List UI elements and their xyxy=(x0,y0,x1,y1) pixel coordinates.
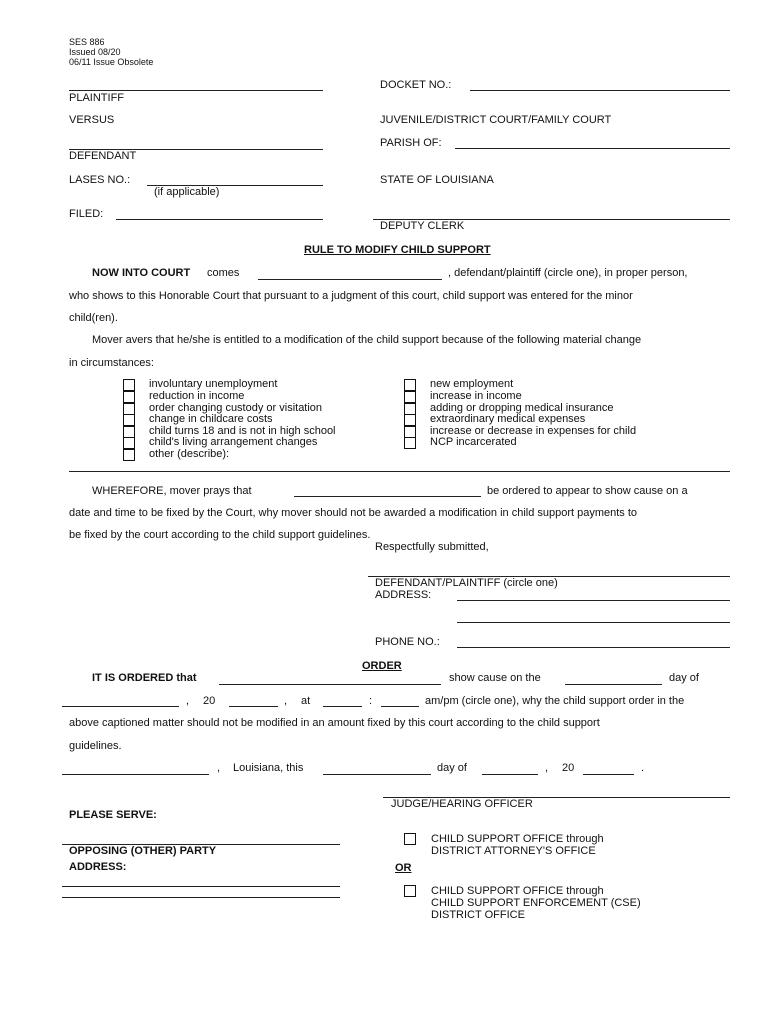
checklist-item: increase in income xyxy=(430,390,522,402)
issued-date: Issued 08/20 xyxy=(69,47,121,57)
opposing-address-field-2[interactable] xyxy=(62,897,340,898)
defendant-plaintiff-signature-label: DEFENDANT/PLAINTIFF (circle one) xyxy=(375,577,558,589)
option2-line1: CHILD SUPPORT OFFICE through xyxy=(431,885,604,897)
city-field[interactable] xyxy=(62,774,209,775)
obsolete-note: 06/11 Issue Obsolete xyxy=(69,57,154,67)
mover-name-field[interactable] xyxy=(258,279,442,280)
checklist-item: child turns 18 and is not in high school xyxy=(149,425,336,437)
signed-day-field[interactable] xyxy=(323,774,431,775)
at-text: at xyxy=(301,695,311,707)
other-describe-line[interactable] xyxy=(69,471,730,472)
minute-field[interactable] xyxy=(381,706,419,707)
phone-field[interactable] xyxy=(457,647,730,648)
checklist-item: child's living arrangement changes xyxy=(149,436,318,448)
parish-field[interactable] xyxy=(455,148,730,149)
checkbox[interactable] xyxy=(123,449,135,461)
checklist-item: new employment xyxy=(430,378,514,390)
year-field[interactable] xyxy=(229,706,278,707)
ordered-party-field[interactable] xyxy=(219,684,441,685)
checklist-item: involuntary unemployment xyxy=(149,378,278,390)
louisiana-this: Louisiana, this xyxy=(233,762,304,774)
or-label: OR xyxy=(395,862,412,874)
state-label: STATE OF LOUISIANA xyxy=(380,174,494,186)
address-label: ADDRESS: xyxy=(375,589,432,601)
order-line-3: guidelines. xyxy=(69,740,122,752)
filed-field[interactable] xyxy=(116,219,323,220)
order-heading: ORDER xyxy=(362,660,402,672)
please-serve: PLEASE SERVE: xyxy=(69,809,157,821)
docket-no-label: DOCKET NO.: xyxy=(380,79,452,91)
address-field-2[interactable] xyxy=(457,622,730,623)
defendant-plaintiff-text: , defendant/plaintiff (circle one), in proper person, xyxy=(448,267,688,279)
checklist-item: order changing custody or visitation xyxy=(149,402,323,414)
ampm-text: am/pm (circle one), why the child support order in the xyxy=(425,695,685,707)
checkbox[interactable] xyxy=(404,414,416,426)
day-of-text: day of xyxy=(669,672,699,684)
checkbox[interactable] xyxy=(123,379,135,391)
docket-no-field[interactable] xyxy=(470,90,730,91)
checkbox-cse-office[interactable] xyxy=(404,885,416,897)
option2-line2: CHILD SUPPORT ENFORCEMENT (CSE) xyxy=(431,897,641,909)
plaintiff-label: PLAINTIFF xyxy=(69,92,125,104)
body-line-2: who shows to this Honorable Court that pursuant to a judgment of this court, child support was entered for the minor xyxy=(69,290,633,302)
wherefore-line-2: date and time to be fixed by the Court, why mover should not be awarded a modification in child support payments to xyxy=(69,507,638,519)
signed-year-field[interactable] xyxy=(583,774,634,775)
judge-label: JUDGE/HEARING OFFICER xyxy=(391,798,533,810)
court-label: JUVENILE/DISTRICT COURT/FAMILY COURT xyxy=(380,114,612,126)
if-applicable-note: (if applicable) xyxy=(154,186,220,198)
opposing-address-field-1[interactable] xyxy=(62,886,340,887)
option1-line1: CHILD SUPPORT OFFICE through xyxy=(431,833,604,845)
checklist-item: NCP incarcerated xyxy=(430,436,517,448)
plaintiff-line[interactable] xyxy=(69,90,323,91)
parish-label: PARISH OF: xyxy=(380,137,442,149)
checklist-item: reduction in income xyxy=(149,390,245,402)
show-cause-day-field[interactable] xyxy=(565,684,662,685)
in-circumstances: in circumstances: xyxy=(69,357,154,369)
deputy-clerk-label: DEPUTY CLERK xyxy=(380,220,465,232)
signed-month-field[interactable] xyxy=(482,774,538,775)
wherefore-suffix: be ordered to appear to show cause on a xyxy=(487,485,688,497)
comma: , xyxy=(186,695,190,707)
checkbox[interactable] xyxy=(404,379,416,391)
comma: , xyxy=(284,695,288,707)
opposing-address-label: ADDRESS: xyxy=(69,861,127,873)
checkbox[interactable] xyxy=(123,391,135,403)
checkbox-da-office[interactable] xyxy=(404,833,416,845)
form-number: SES 886 xyxy=(69,37,105,47)
year-prefix: 20 xyxy=(203,695,216,707)
option1-line2: DISTRICT ATTORNEY'S OFFICE xyxy=(431,845,596,857)
checklist-item: change in childcare costs xyxy=(149,413,273,425)
now-into-court: NOW INTO COURT xyxy=(92,267,191,279)
wherefore-prefix: WHEREFORE, mover prays that xyxy=(92,485,252,497)
year-prefix: 20 xyxy=(562,762,575,774)
checkbox[interactable] xyxy=(123,414,135,426)
comma: , xyxy=(217,762,221,774)
checklist-item: other (describe): xyxy=(149,448,230,460)
it-is-ordered: IT IS ORDERED that xyxy=(92,672,197,684)
versus-label: VERSUS xyxy=(69,114,115,126)
time-colon: : xyxy=(369,695,373,707)
checkbox[interactable] xyxy=(123,437,135,449)
checkbox[interactable] xyxy=(404,437,416,449)
checklist-item: adding or dropping medical insurance xyxy=(430,402,614,414)
day-of-text: day of xyxy=(437,762,467,774)
comes-text: comes xyxy=(207,267,240,279)
body-line-3: child(ren). xyxy=(69,312,118,324)
option2-line3: DISTRICT OFFICE xyxy=(431,909,525,921)
month-field[interactable] xyxy=(62,706,179,707)
hour-field[interactable] xyxy=(323,706,362,707)
checklist-item: increase or decrease in expenses for child xyxy=(430,425,637,437)
checklist-item: extraordinary medical expenses xyxy=(430,413,586,425)
comma: , xyxy=(545,762,549,774)
defendant-label: DEFENDANT xyxy=(69,150,137,162)
phone-label: PHONE NO.: xyxy=(375,636,440,648)
lases-no-label: LASES NO.: xyxy=(69,174,131,186)
show-cause-text: show cause on the xyxy=(449,672,541,684)
mover-avers: Mover avers that he/she is entitled to a modification of the child support because of the following material change xyxy=(92,334,642,346)
respondent-field[interactable] xyxy=(294,496,481,497)
checkbox[interactable] xyxy=(404,391,416,403)
opposing-party-label: OPPOSING (OTHER) PARTY xyxy=(69,845,217,857)
document-title: RULE TO MODIFY CHILD SUPPORT xyxy=(304,244,491,256)
period: . xyxy=(641,762,645,774)
order-line-2: above captioned matter should not be modified in an amount fixed by this court according to the child support xyxy=(69,717,600,729)
filed-label: FILED: xyxy=(69,208,104,220)
address-field-1[interactable] xyxy=(457,600,730,601)
wherefore-line-3: be fixed by the court according to the child support guidelines. xyxy=(69,529,371,541)
respectfully-submitted: Respectfully submitted, xyxy=(375,541,489,553)
